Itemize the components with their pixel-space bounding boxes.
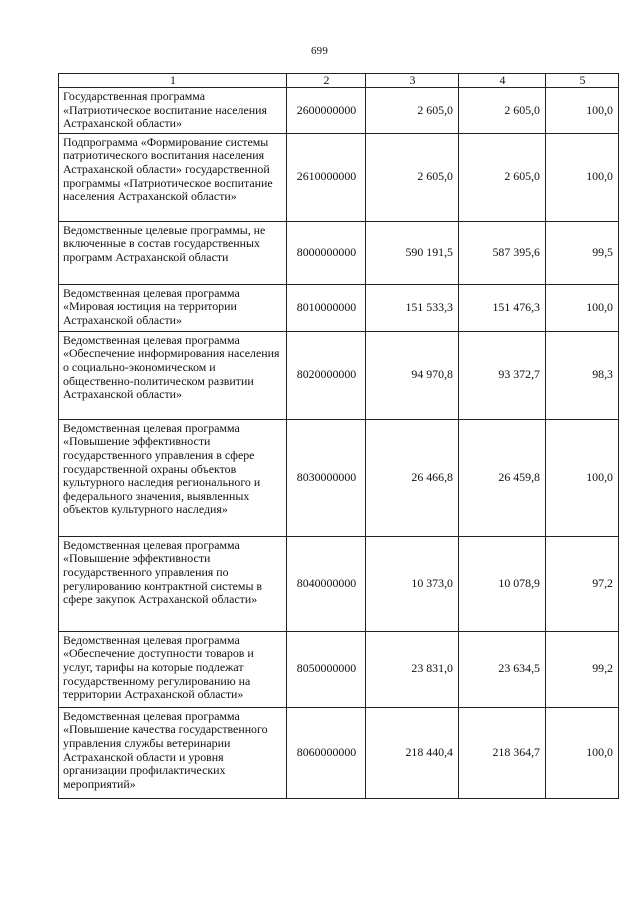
column-header-1: 1: [59, 74, 287, 88]
planned-amount-cell: 26 466,8: [366, 419, 459, 536]
program-name-cell: Ведомственная целевая программа «Повышение качества государственного управления службы ветеринарии Астраханской области и уровня организации профилактических мероприятий»: [59, 707, 287, 798]
execution-percent-cell: 97,2: [546, 536, 619, 631]
planned-amount-cell: 2 605,0: [366, 88, 459, 134]
planned-amount-cell: 23 831,0: [366, 631, 459, 707]
table-row: [59, 88, 619, 134]
target-code-cell: 2610000000: [287, 133, 366, 221]
program-name-cell: Ведомственная целевая программа «Повышение эффективности государственного управления по регулированию контрактной системы в сфере закупок Астраханской области»: [59, 536, 287, 631]
target-code-cell: 8020000000: [287, 331, 366, 419]
execution-percent-cell: 99,2: [546, 631, 619, 707]
target-code-cell: 8050000000: [287, 631, 366, 707]
column-header-2: 2: [287, 74, 366, 88]
execution-percent-cell: 100,0: [546, 707, 619, 798]
column-header-5: 5: [546, 74, 619, 88]
page-number: 699: [310, 45, 329, 57]
execution-percent-cell: 100,0: [546, 88, 619, 134]
program-name-cell: Подпрограмма «Формирование системы патриотического воспитания населения Астраханской области» государственной программы «Патриотическое воспитание населения Астраханской области»: [59, 133, 287, 221]
planned-amount-cell: 94 970,8: [366, 331, 459, 419]
program-name-cell: Ведомственные целевые программы, не включенные в состав государственных программ Астраханской области: [59, 221, 287, 284]
table-row: [59, 707, 619, 798]
target-code-cell: 8010000000: [287, 284, 366, 331]
execution-percent-cell: 100,0: [546, 284, 619, 331]
actual-amount-cell: 151 476,3: [459, 284, 546, 331]
actual-amount-cell: 23 634,5: [459, 631, 546, 707]
execution-percent-cell: 99,5: [546, 221, 619, 284]
planned-amount-cell: 151 533,3: [366, 284, 459, 331]
table-header-row: [59, 74, 619, 88]
table-row: [59, 536, 619, 631]
table-row: [59, 631, 619, 707]
planned-amount-cell: 590 191,5: [366, 221, 459, 284]
program-name-cell: Ведомственная целевая программа «Обеспечение доступности товаров и услуг, тарифы на которые подлежат государственному регулированию на территории Астраханской области»: [59, 631, 287, 707]
planned-amount-cell: 2 605,0: [366, 133, 459, 221]
planned-amount-cell: 218 440,4: [366, 707, 459, 798]
program-name-cell: Ведомственная целевая программа «Мировая юстиция на территории Астраханской области»: [59, 284, 287, 331]
execution-percent-cell: 100,0: [546, 133, 619, 221]
column-header-4: 4: [459, 74, 546, 88]
table-row: [59, 419, 619, 536]
actual-amount-cell: 93 372,7: [459, 331, 546, 419]
budget-execution-table: [58, 73, 619, 799]
target-code-cell: 8040000000: [287, 536, 366, 631]
table-row: [59, 133, 619, 221]
actual-amount-cell: 587 395,6: [459, 221, 546, 284]
actual-amount-cell: 2 605,0: [459, 88, 546, 134]
target-code-cell: 2600000000: [287, 88, 366, 134]
actual-amount-cell: 26 459,8: [459, 419, 546, 536]
actual-amount-cell: 10 078,9: [459, 536, 546, 631]
program-name-cell: Государственная программа «Патриотическое воспитание населения Астраханской области»: [59, 88, 287, 134]
execution-percent-cell: 98,3: [546, 331, 619, 419]
table-row: [59, 221, 619, 284]
target-code-cell: 8030000000: [287, 419, 366, 536]
execution-percent-cell: 100,0: [546, 419, 619, 536]
table-row: [59, 284, 619, 331]
column-header-3: 3: [366, 74, 459, 88]
program-name-cell: Ведомственная целевая программа «Повышение эффективности государственного управления в сфере государственной охраны объектов культурного наследия регионального и федерального значения, выявленных объектов культурного наследия»: [59, 419, 287, 536]
table-row: [59, 331, 619, 419]
target-code-cell: 8000000000: [287, 221, 366, 284]
program-name-cell: Ведомственная целевая программа «Обеспечение информирования населения о социально-экономическом и общественно-политическом развитии Астраханской области»: [59, 331, 287, 419]
planned-amount-cell: 10 373,0: [366, 536, 459, 631]
actual-amount-cell: 2 605,0: [459, 133, 546, 221]
actual-amount-cell: 218 364,7: [459, 707, 546, 798]
target-code-cell: 8060000000: [287, 707, 366, 798]
